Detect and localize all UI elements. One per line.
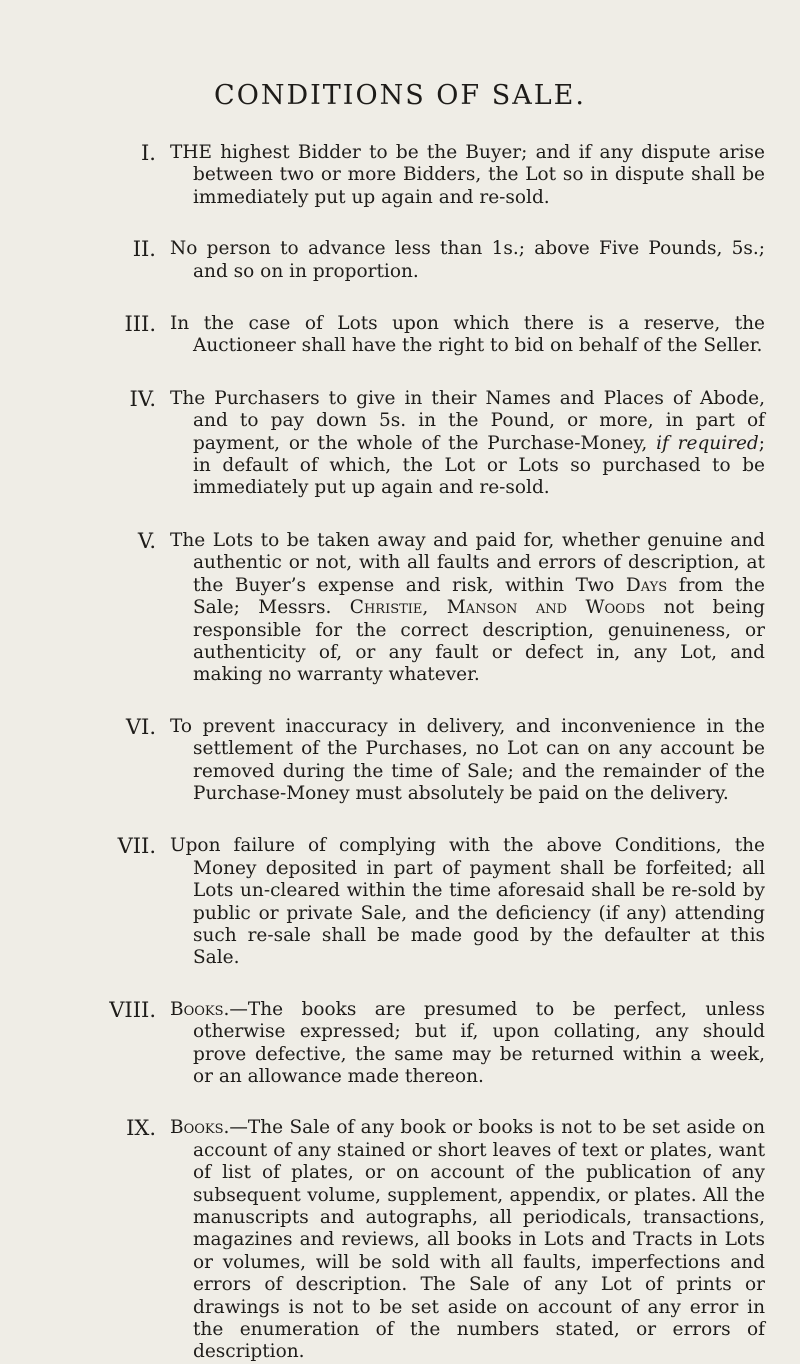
condition-text-italic: if required [656,432,759,454]
condition-text-part: The Lots to be taken away and paid for, whether genuine and authentic or not, with all faults and errors of description, at the Buyer’s expense and risk, within Two [170,529,765,596]
condition-text-part: The Purchasers to give in their Names and Places of Abode, and to pay down 5s. in the Pound, or more, in part of payment, or the whole of the Purchase-Money, [170,387,765,454]
condition-text [170,388,765,500]
condition-1 [0,142,800,209]
auction-house-name: Christie, Manson and Woods [349,597,646,619]
condition-text-body: In the case of Lots upon which there is a reserve, the Auctioneer shall have the right to bid on behalf of the Seller. [170,313,765,357]
condition-3 [0,313,800,358]
page-title: CONDITIONS OF SALE. [214,80,586,111]
condition-text [170,238,765,283]
condition-text [170,1117,765,1363]
condition-numeral: VII. [117,834,156,859]
condition-6 [0,716,800,806]
condition-text-body: No person to advance less than 1s.; above Five Pounds, 5s.; and so on in proportion. [170,238,765,282]
condition-numeral: VIII. [109,997,156,1022]
condition-7 [0,835,800,969]
condition-numeral: III. [124,312,156,337]
conditions-list [0,142,800,1364]
condition-text [170,716,765,806]
condition-lead-word: Books [170,1117,224,1139]
condition-text [170,530,765,687]
condition-text [170,835,765,969]
condition-2 [0,238,800,283]
condition-numeral: II. [132,237,156,262]
condition-text [170,313,765,358]
condition-text-days: Days [625,574,668,596]
condition-text-part: not being responsible for the correct description, genuineness, or authenticity of, or any fault or defect in, any Lot, and making no warranty whatever. [193,597,765,686]
condition-text [170,142,765,209]
condition-numeral: IV. [129,386,156,411]
condition-text [170,999,765,1089]
condition-5 [0,530,800,687]
condition-numeral: VI. [125,714,156,739]
condition-8 [0,999,800,1089]
condition-4 [0,388,800,500]
condition-text-body: Upon failure of complying with the above Conditions, the Money deposited in part of payment shall be forfeited; all Lots un-cleared within the time aforesaid shall be re-sold by public or private Sale, and the deficiency (if any) attending such re-sale shall be made good by the defaulter at this Sale. [170,835,765,969]
condition-numeral: IX. [126,1116,156,1141]
condition-text-body: .—The Sale of any book or books is not to be set aside on account of any stained or short leaves of text or plates, want of list of plates, or on account of the publication of any subsequent volume, supplement, appendix, or plates. All the manuscripts and autographs, all periodicals, transactions, magazines and reviews, all books in Lots and Tracts in Lots or volumes, will be sold with all faults, imperfections and errors of description. The Sale of any Lot of prints or drawings is not to be set aside on account of any error in the enumeration of the numbers stated, or errors of description. [193,1117,765,1363]
condition-text-body: THE highest Bidder to be the Buyer; and if any dispute arise between two or more Bidders, the Lot so in dispute shall be immediately put up again and re-sold. [170,142,765,208]
condition-numeral: I. [141,141,156,165]
condition-text-part: from the Sale; Messrs. [193,574,765,619]
condition-text-part: ; in default of which, the Lot or Lots so purchased to be immediately put up again and re-sold. [193,432,766,499]
condition-lead-word: Books [170,998,224,1020]
condition-9 [0,1117,800,1363]
condition-text-body: .—The books are presumed to be perfect, unless otherwise expressed; but if, upon collating, any should prove defective, the same may be returned within a week, or an allowance made thereon. [193,998,765,1087]
condition-text-body: To prevent inaccuracy in delivery, and inconvenience in the settlement of the Purchases, no Lot can on any account be removed during the time of Sale; and the remainder of the Purchase-Money must absolutely be paid on the delivery. [170,715,765,804]
condition-numeral: V. [137,528,156,553]
